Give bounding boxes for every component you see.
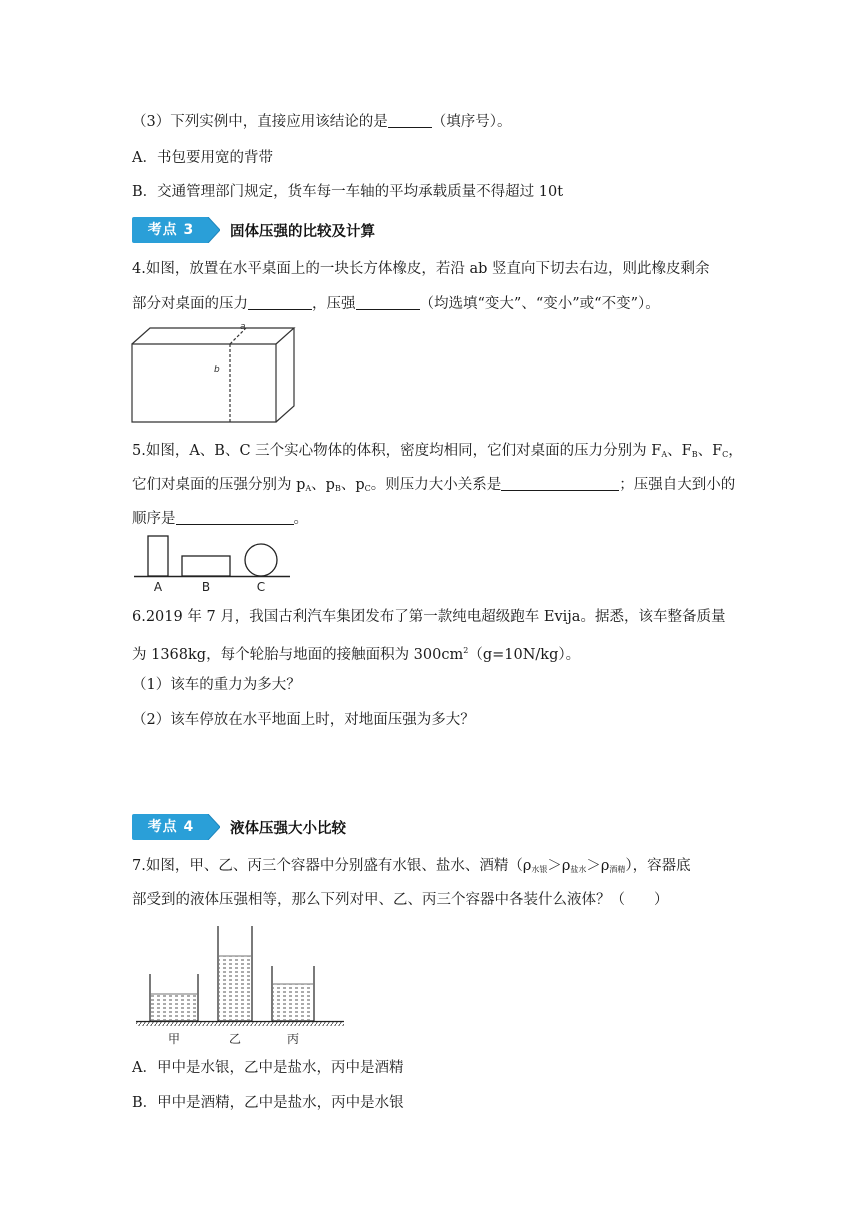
q5-line3: 顺序是 。 [132,511,308,527]
q6-line1: 6.2019 年 7 月，我国古利汽车集团发布了第一款纯电超级跑车 Evija。据悉，该车整备质量 [132,609,726,625]
eraser-figure [128,322,300,426]
abc-objects-figure [130,532,294,596]
q7-option-b: B．甲中是酒精，乙中是盐水，丙中是水银 [132,1095,404,1111]
section-tag: 考点 3 [132,217,220,243]
q5-line1: 5.如图，A、B、C 三个实心物体的体积，密度均相同，它们对桌面的压力分别为 $F_A$、$F_B$、$F_C$， [132,443,743,459]
q4-line2: 部分对桌面的压力 ，压强 （均选填“变大”、“变小”或“不变”）。 [132,296,660,312]
section-header-4 [132,814,346,840]
section-tag: 考点 4 [132,814,220,840]
label-a: a [240,322,246,332]
section-header-3 [132,217,375,243]
answer-blank[interactable] [388,113,432,128]
q7-option-a: A．甲中是水银，乙中是盐水，丙中是酒精 [132,1060,404,1076]
q3-option-b: B．交通管理部门规定，货车每一车轴的平均承载质量不得超过 10t [132,184,564,200]
q3-option-a: A．书包要用宽的背带 [132,150,273,166]
label-b: b [214,365,220,375]
answer-blank[interactable] [176,510,294,525]
answer-blank[interactable] [501,476,619,491]
label-object-b: B [201,580,211,594]
label-object-c: C [256,580,266,594]
label-bing: 丙 [286,1032,300,1046]
object-c [245,544,277,576]
ground-hatch [136,1022,344,1026]
q6-line2: 为 1368kg，每个轮胎与地面的接触面积为 $300cm^2(g=10N/kg)$。 [132,646,581,663]
object-b [182,556,230,576]
containers-figure [132,922,348,1046]
answer-blank[interactable] [248,295,312,310]
object-a [148,536,168,576]
answer-blank[interactable] [356,295,420,310]
label-yi: 乙 [228,1032,242,1046]
liquid-yi [219,956,251,1020]
q6-sub1: （1）该车的重力为多大？ [132,677,301,693]
label-jia: 甲 [167,1032,181,1046]
q5-line2: 它们对桌面的压强分别为 $p_A$、$p_B$、$p_C$。则压力大小关系是 ；压强自大到小的 [132,477,736,493]
q7-line1: 7.如图，甲、乙、丙三个容器中分别盛有水银、盐水、酒精$(\rho_{水银}>\rho_{盐水}>\rho_{酒精})$，容器底 [132,858,691,874]
label-object-a: A [153,580,163,594]
q7-line2: 部受到的液体压强相等，那么下列对甲、乙、丙三个容器中各装什么液体？（ ） [132,892,669,908]
q3-part3-text: （3）下列实例中，直接应用该结论的是 （填序号）。 [132,114,512,130]
q6-sub2: （2）该车停放在水平地面上时，对地面压强为多大？ [132,712,475,728]
section-title: 固体压强的比较及计算 [230,223,375,240]
liquid-jia [151,994,197,1020]
section-title: 液体压强大小比较 [230,820,346,837]
q4-line1: 4.如图，放置在水平桌面上的一块长方体橡皮，若沿 ab 竖直向下切去右边，则此橡皮剩余 [132,261,710,277]
liquid-bing [273,984,313,1020]
